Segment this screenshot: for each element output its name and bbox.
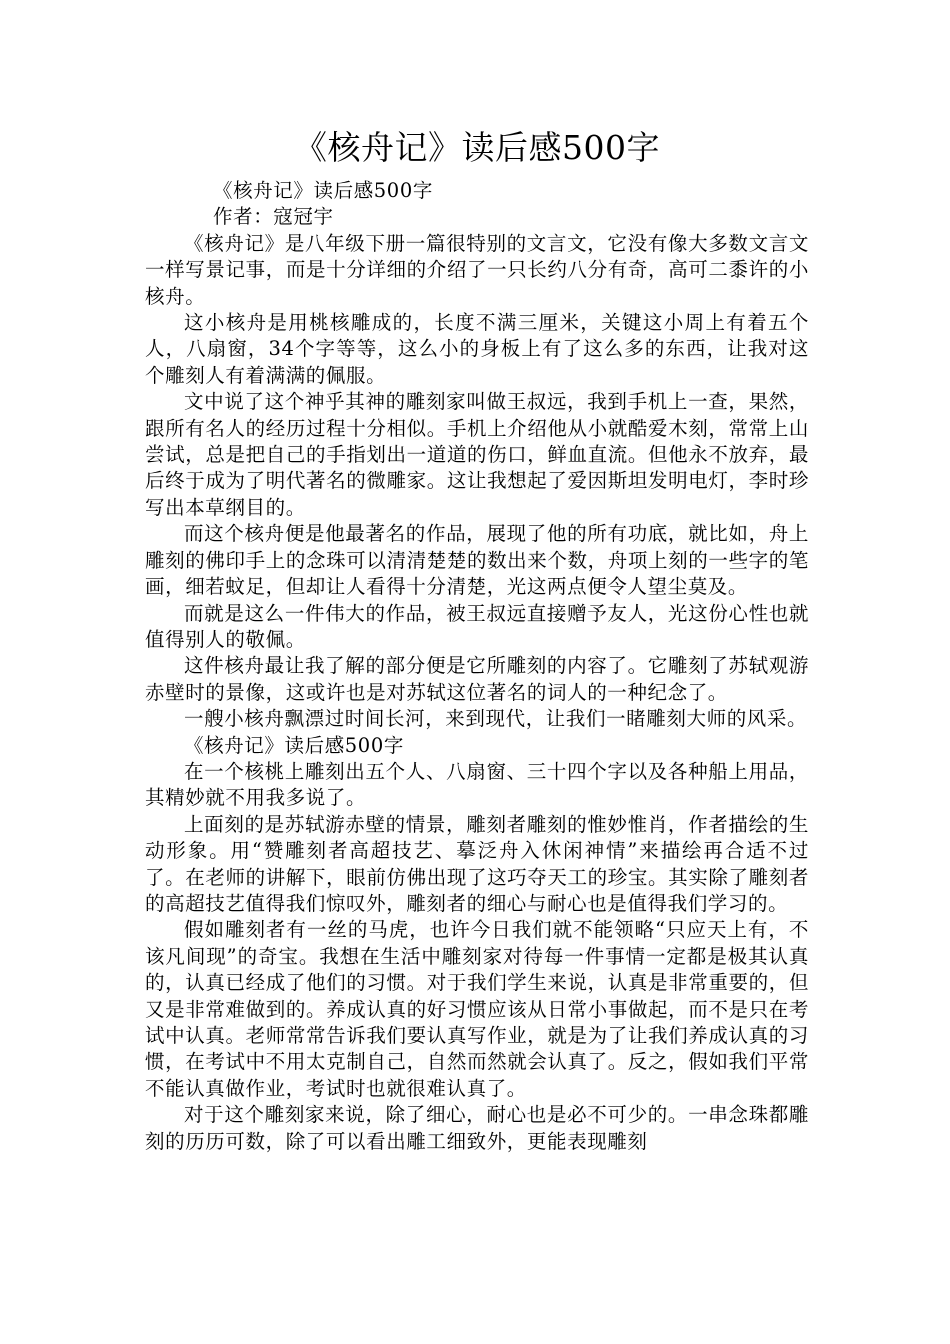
paragraph: 文中说了这个神乎其神的雕刻家叫做王叔远，我到手机上一查，果然，跟所有名人的经历过程十分相似。手机上介绍他从小就酷爱木刻，常常上山尝试，总是把自己的手指划出一道道的伤口，鲜血直流。但他永不放弃，最后终于成为了明代著名的微雕家。这让我想起了爱因斯坦发明电灯，李时珍写出本草纲目的。 (145, 390, 809, 519)
paragraph: 对于这个雕刻家来说，除了细心，耐心也是必不可少的。一串念珠都雕刻的历历可数，除了可以看出雕工细致外，更能表现雕刻 (145, 1103, 809, 1153)
paragraph: 《核舟记》是八年级下册一篇很特别的文言文，它没有像大多数文言文一样写景记事，而是十分详细的介绍了一只长约八分有奇，高可二黍许的小核舟。 (145, 231, 809, 308)
paragraph: 在一个核桃上雕刻出五个人、八扇窗、三十四个字以及各种船上用品，其精妙就不用我多说了。 (145, 759, 809, 810)
document-page (145, 118, 809, 1155)
paragraph: 一艘小核舟飘漂过时间长河，来到现代，让我们一睹雕刻大师的风采。 (184, 707, 808, 731)
paragraph: 这小核舟是用桃核雕成的，长度不满三厘米，关键这小周上有着五个人，八扇窗，34个字等等，这么小的身板上有了这么多的东西，让我对这个雕刻人有着满满的佩服。 (145, 311, 809, 387)
paragraph: 这件核舟最让我了解的部分便是它所雕刻的内容了。它雕刻了苏轼观游赤壁时的景像，这或许也是对苏轼这位著名的词人的一种纪念了。 (145, 654, 809, 704)
author-line: 作者：寇冠宇 (213, 205, 334, 229)
subtitle-line: 《核舟记》读后感500字 (213, 179, 433, 202)
section-heading: 《核舟记》读后感500字 (184, 733, 404, 757)
paragraph: 而就是这么一件伟大的作品，被王叔远直接赠予友人，光这份心性也就值得别人的敬佩。 (145, 601, 809, 651)
document-title: 《核舟记》读后感500字 (294, 128, 660, 167)
paragraph: 上面刻的是苏轼游赤壁的情景，雕刻者雕刻的惟妙惟肖，作者描绘的生动形象。用“赞雕刻者高超技艺、摹泛舟入休闲神情”来描绘再合适不过了。在老师的讲解下，眼前仿佛出现了这巧夺天工的珍宝。其实除了雕刻者的高超技艺值得我们惊叹外，雕刻者的细心与耐心也是值得我们学习的。 (145, 812, 809, 915)
paragraph: 假如雕刻者有一丝的马虎，也许今日我们就不能领略“只应天上有，不该凡间现”的奇宝。我想在生活中雕刻家对待每一件事情一定都是极其认真的，认真已经成了他们的习惯。对于我们学生来说，认真是非常重要的，但又是非常难做到的。养成认真的好习惯应该从日常小事做起，而不是只在考试中认真。老师常常告诉我们要认真写作业，就是为了让我们养成认真的习惯，在考试中不用太克制自己，自然而然就会认真了。反之，假如我们平常不能认真做作业，考试时也就很难认真了。 (145, 918, 809, 1100)
document-body (145, 178, 809, 1155)
paragraph: 而这个核舟便是他最著名的作品，展现了他的所有功底，就比如，舟上雕刻的佛印手上的念珠可以清清楚楚的数出来个数，舟项上刻的一些字的笔画，细若蚊足，但却让人看得十分清楚，光这两点便令人望尘莫及。 (145, 522, 809, 599)
